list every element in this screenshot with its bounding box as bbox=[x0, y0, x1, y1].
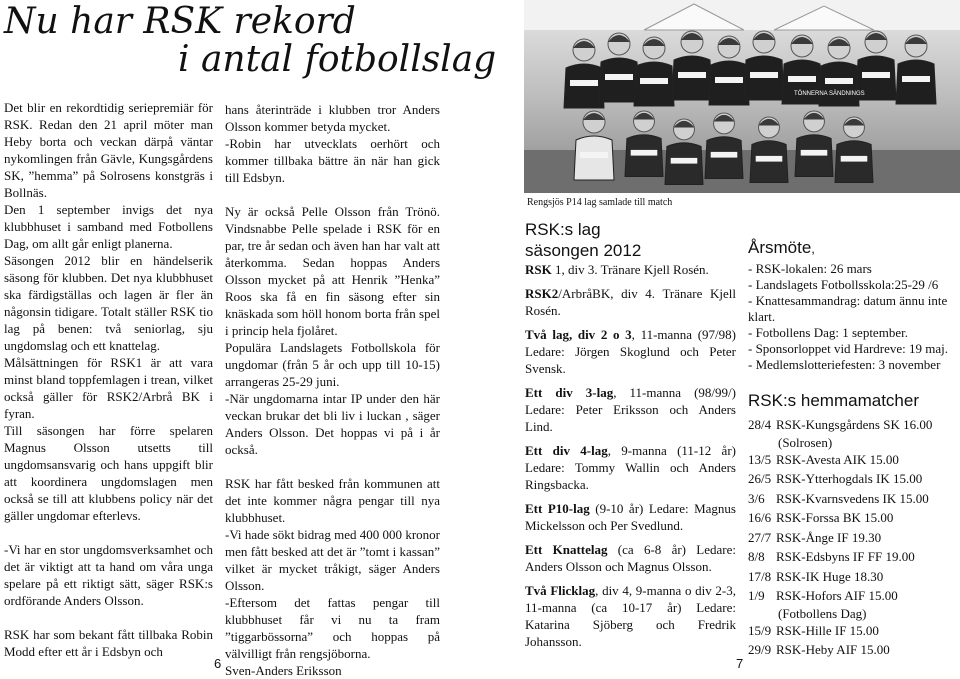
season-teams-box bbox=[525, 219, 736, 650]
event-item: - RSK-lokalen: 26 mars bbox=[748, 261, 872, 276]
jersey-text: TÖNNERNA SÄNDNINGS bbox=[794, 91, 865, 97]
event-item: - Knattesammandrag: datum ännu inte klart. bbox=[748, 293, 948, 324]
team-entry: RSK 1, div 3. Tränare Kjell Rosén. bbox=[525, 262, 709, 277]
events-list bbox=[748, 261, 960, 373]
article-byline: Sven-Anders Eriksson bbox=[225, 663, 342, 678]
headline-line-2: i antal fotbollslag bbox=[178, 39, 497, 80]
event-item: - Fotbollens Dag: 1 september. bbox=[748, 325, 908, 340]
player-silhouette bbox=[580, 152, 608, 158]
event-item: - Landslagets Fotbollsskola:25-29 /6 bbox=[748, 277, 939, 292]
headline-line-1: Nu har RSK rekord bbox=[4, 1, 356, 42]
article-paragraph: Ny är också Pelle Olsson från Trönö. Vindsnabbe Pelle spelade i RSK för en par, tre år sedan och även han har valt att återkomma. Sedan hoppas Anders Olsson mycket på att Henrik ”Henka” Roos ska få en fin säsong efter sin knäskada som höll honom borta från spel i princip hela fjolåret. bbox=[225, 204, 440, 338]
player-silhouette bbox=[902, 76, 930, 82]
article-paragraph: Säsongen 2012 blir en händelserik säsong för klubben. Det nya klubbhuset ska färdigställas och lagen är fler än någonsin tidigare. Totalt ställer RSK tio lag på benen: två seniorlag, sju ungdomslag och ett knattelag. bbox=[4, 253, 213, 353]
article-column-2 bbox=[225, 101, 440, 679]
article-paragraph: -Vi har en stor ungdomsverksamhet och det är viktigt att ta hand om våra unga spelare på ett riktigt sätt, säger RSK:s ordförande Anders Olsson. bbox=[4, 542, 213, 608]
article-paragraph: Populära Landslagets Fotbollskola för ungdomar (från 5 år och upp till 10-15) arrangeras 25-29 juni. bbox=[225, 340, 440, 389]
info-column bbox=[748, 238, 960, 660]
article-paragraph: hans återinträde i klubben tror Anders Olsson kommer betyda mycket. bbox=[225, 102, 440, 134]
article-paragraph: Den 1 september invigs det nya klubbhuset i samband med Fotbollens Dag, om allt går enligt planerna. bbox=[4, 202, 213, 251]
player-silhouette bbox=[671, 158, 698, 164]
photo-caption: Rengsjös P14 lag samlade till match bbox=[527, 197, 673, 208]
player-silhouette bbox=[756, 156, 783, 162]
article-paragraph: Till säsongen har förre spelaren Magnus Olsson utsetts till ungdomsansvarig och hans uppgift blir att koordinera ungdomslagen men också se till att klubbens policy när det gäller ungdomar efterlevs. bbox=[4, 423, 213, 523]
team-entry: Två lag, div 2 o 3, 11-manna (97/98) Ledare: Jörgen Skoglund och Peter Svensk. bbox=[525, 327, 736, 376]
match-row: 17/8 RSK-IK Huge 18.30 bbox=[748, 568, 884, 584]
event-item: - Sponsorloppet vid Hardreve: 19 maj. bbox=[748, 341, 949, 356]
player-silhouette bbox=[711, 152, 738, 158]
arsmote-heading: Årsmöte, bbox=[748, 238, 815, 257]
player-silhouette bbox=[631, 150, 658, 156]
player-silhouette bbox=[705, 137, 743, 179]
article-paragraph: RSK har fått besked från kommunen att det inte kommer några pengar till nya klubbhuset. bbox=[225, 476, 440, 525]
article-paragraph: -Vi hade sökt bidrag med 400 000 kronor men fått besked att det är ”tomt i kassan” vilket är mycket tråkigt, säger Anders Olsson. bbox=[225, 527, 440, 593]
player-silhouette bbox=[640, 78, 668, 84]
match-row: 15/9 RSK-Hille IF 15.00 bbox=[748, 622, 879, 638]
article-paragraph: RSK har som bekant fått tillbaka Robin Modd efter ett år i Edsbyn och bbox=[4, 627, 213, 659]
match-row: 3/6 RSK-Kvarnsvedens IK 15.00 bbox=[748, 490, 929, 506]
player-silhouette bbox=[835, 141, 873, 183]
page-number-left: 6 bbox=[214, 656, 222, 671]
player-silhouette bbox=[665, 143, 703, 185]
article-paragraph: Det blir en rekordtidig seriepremiär för RSK. Redan den 21 april möter man Heby borta och veckan därpå väntar nykomlingen från Gävle, Kungsgårdens SK, ”hemma” på Solrosens konstgräs i Bollnäs. bbox=[4, 100, 213, 200]
article-paragraph: -Eftersom det fattas pengar till klubbhuset får vi nu ta fram ”tiggarbössorna” och hoppas på välvilligt från rengsjöborna. bbox=[225, 595, 440, 661]
player-silhouette bbox=[750, 141, 788, 183]
match-row: 27/7 RSK-Ånge IF 19.30 bbox=[748, 529, 882, 545]
match-row: 29/9 RSK-Heby AIF 15.00 bbox=[748, 642, 890, 657]
team-entry: Ett div 3-lag, 11-manna (98/99/) Ledare: Peter Eriksson och Anders Lind. bbox=[525, 385, 736, 434]
team-photo bbox=[524, 0, 960, 193]
player-silhouette bbox=[715, 77, 743, 83]
player-silhouette bbox=[605, 74, 633, 80]
season-heading-line-1: RSK:s lag bbox=[525, 220, 601, 239]
page-number-right: 7 bbox=[736, 656, 744, 671]
team-entry: Ett div 4-lag, 9-manna (11-12 år) Ledare: Tommy Wallin och Anders Ringsbacka. bbox=[525, 443, 736, 492]
match-row: 28/4 RSK-Kungsgårdens SK 16.00 (Solrosen) bbox=[748, 417, 933, 450]
team-entry: Ett P10-lag (9-10 år) Ledare: Magnus Mickelsson och Per Svedlund. bbox=[525, 501, 736, 533]
player-silhouette bbox=[862, 72, 890, 78]
article-paragraph: -När ungdomarna intar IP under den här veckan brukar det bli liv i luckan , säger Anders Olsson. Det hoppas vi på i år också. bbox=[225, 391, 440, 457]
player-silhouette bbox=[625, 135, 663, 177]
match-row: 1/9 RSK-Hofors AIF 15.00 (Fotbollens Dag) bbox=[748, 588, 898, 621]
event-item: - Medlemslotteriefesten: 3 november bbox=[748, 357, 941, 372]
article-paragraph: Målsättningen för RSK1 är att vara minst bland toppfemlagen i trean, vilket också gäller för RSK2/Arbrå BK i fyran. bbox=[4, 355, 213, 421]
player-silhouette bbox=[801, 150, 828, 156]
matches-heading: RSK:s hemmamatcher bbox=[748, 391, 919, 410]
player-silhouette bbox=[795, 135, 833, 177]
match-row: 8/8 RSK-Edsbyns IF FF 19.00 bbox=[748, 549, 915, 564]
player-silhouette bbox=[825, 78, 853, 84]
player-silhouette bbox=[570, 80, 598, 86]
match-row: 26/5 RSK-Ytterhogdals IK 15.00 bbox=[748, 471, 923, 486]
home-matches bbox=[748, 391, 960, 660]
player-silhouette bbox=[841, 156, 868, 162]
player-silhouette bbox=[750, 72, 778, 78]
article-paragraph: -Robin har utvecklats oerhört och kommer tillbaka bättre än när han gick till Edsbyn. bbox=[225, 136, 440, 185]
player-silhouette bbox=[678, 72, 706, 78]
team-entry: RSK2/ArbråBK, div 4. Tränare Kjell Rosén. bbox=[525, 286, 736, 318]
team-entry: Ett Knattelag (ca 6-8 år) Ledare: Anders Olsson och Magnus Olsson. bbox=[525, 542, 736, 574]
article-column-1 bbox=[4, 99, 213, 660]
player-silhouette bbox=[788, 76, 816, 82]
team-entry: Två Flicklag, div 4, 9-manna o div 2-3, 11-manna (ca 10-17 år) Ledare: Katarina Sjöberg och Fredrik Johansson. bbox=[525, 583, 736, 649]
match-row: 16/6 RSK-Forssa BK 15.00 bbox=[748, 510, 894, 525]
match-row: 13/5 RSK-Avesta AIK 15.00 bbox=[748, 451, 899, 467]
season-heading-line-2: säsongen 2012 bbox=[525, 241, 642, 260]
